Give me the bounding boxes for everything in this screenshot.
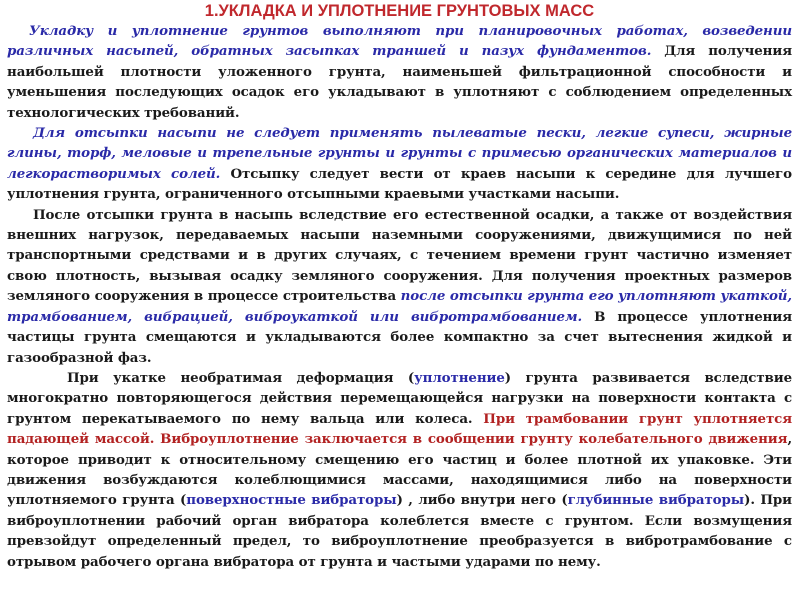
paragraph-3-emphasis: после отсыпки грунта его уплотняют укаткой, трамбованием, вибрацией, виброукаткой или вибротрамбованием. — [7, 288, 792, 325]
paragraph-4-text-4: ) , либо внутри него ( — [396, 492, 568, 509]
slide-title: 1.УКЛАДКА И УПЛОТНЕНИЕ ГРУНТОВЫХ МАСС — [204, 2, 595, 20]
paragraph-2-text: Отсыпку следует вести от краев насыпи к середине для лучшего уплотнения грунта, ограниченного отсыпными краевыми участками насыпи. — [7, 165, 792, 203]
paragraph-3 — [7, 205, 792, 368]
paragraph-4 — [7, 368, 792, 572]
paragraph-1-emphasis: Укладку и уплотнение грунтов выполняют при планировочных работах, возведении различных насыпей, обратных засыпках траншей и пазух фундаментов. — [7, 23, 792, 60]
paragraph-3-text-start: После отсыпки грунта в насыпь вследствие его естественной осадки, а также от воздействия внешних нагрузок, передаваемых насыпи наземными сооружениями, движущимися по ней транспортными средствами и в других случаях, с течением времени грунт частично изменяет свою плотность, вызывая осадку земляного сооружения. Для получения проектных размеров земляного сооружения в процессе строительства — [7, 206, 792, 305]
paragraph-3-text-end: В процессе уплотнения частицы грунта смещаются и укладываются более компактно за счет вытеснения жидкой и газообразной фаз. — [7, 308, 792, 366]
paragraph-4-text-5: ). При виброуплотнении рабочий орган вибратора колеблется вместе с грунтом. Если возмущения превзойдут определенный предел, то виброуплотнение преобразуется в вибротрамбование с отрывом рабочего органа вибратора от грунта и частыми ударами по нему. — [7, 492, 793, 570]
term-deep-vibrators: глубинные вибраторы — [567, 492, 745, 509]
paragraph-2-emphasis: Для отсыпки насыпи не следует применять пылеватые пески, легкие супеси, жирные глины, торф, меловые и трепельные грунты и грунты с примесью органических материалов и легкорастворимых солей. — [7, 125, 792, 182]
term-compaction: уплотнение — [414, 369, 505, 386]
paragraph-2 — [7, 123, 792, 205]
paragraph-4-text-3: , которое приводит к относительному смещению его частиц и более плотной их упаковке. Эти движения возбуждаются колеблющимися массами, находящимися либо на поверхности уплотняемого грунта ( — [7, 431, 792, 509]
paragraph-4-text-1: При укатке необратимая деформация ( — [67, 369, 415, 386]
term-surface-vibrators: поверхностные вибраторы — [186, 492, 397, 509]
paragraph-1-text: Для получения наибольшей плотности уложенного грунта, наименьшей фильтрационной способности и уменьшения последующих осадок его укладывают в уплотняют с соблюдением определенных технологических требований. — [7, 43, 792, 121]
paragraph-4-text-2: ) грунта развивается вследствие многократно повторяющегося действия перемещающейся нагрузки на поверхности контакта с грунтом перекатываемого по нему вальца или колеса. — [7, 369, 792, 427]
paragraph-4-red-emphasis: При трамбовании грунт уплотняется падающей массой. Виброуплотнение заключается в сообщении грунту колебательного движения — [7, 410, 792, 448]
paragraph-1 — [7, 21, 792, 123]
